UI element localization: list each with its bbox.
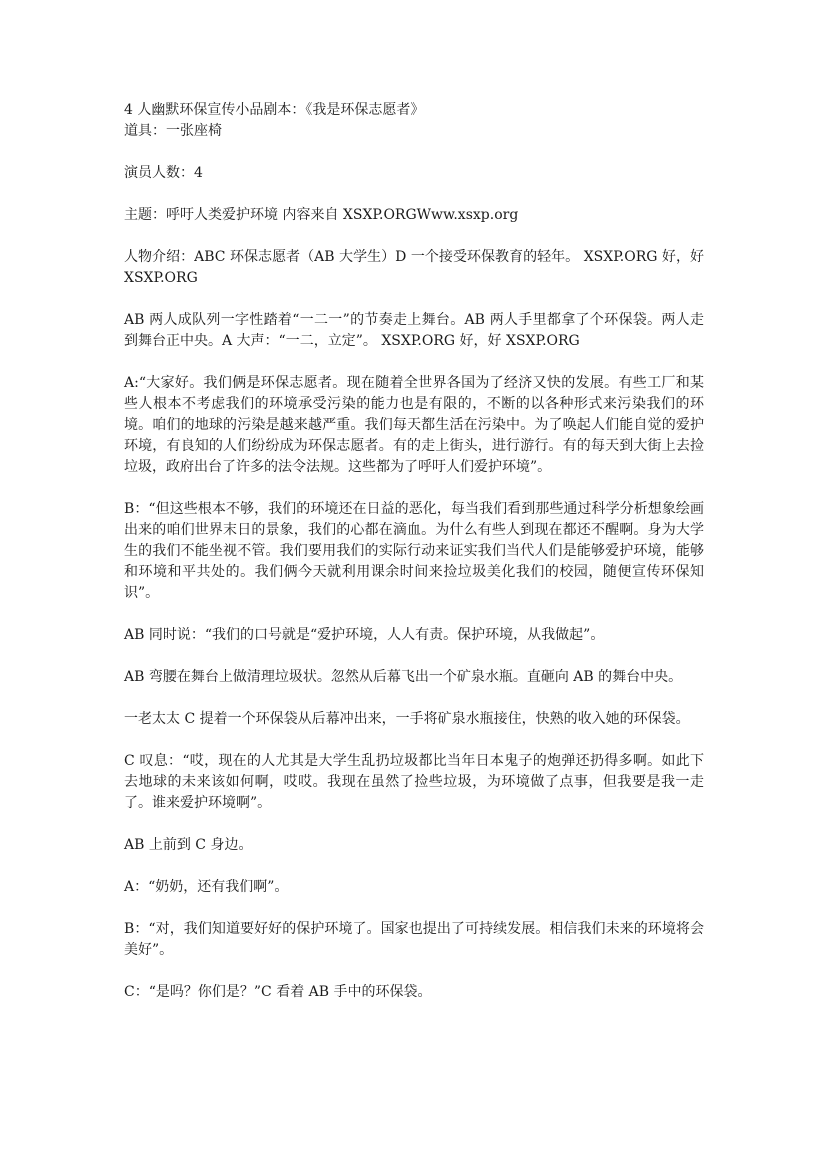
paragraph-b-speech: B：“但这些根本不够，我们的环境还在日益的恶化，每当我们看到那些通过科学分析想象绘画出来的咱们世界末日的景象，我们的心都在滴血。为什么有些人到现在都还不醒啊。身为大学生的我们不能坐视不管。我们要用我们的实际行动来证实我们当代人们是能够爱护环境，能够和环境和平共处的。我们俩今天就利用课余时间来捡垃圾美化我们的校园，随便宣传环保知识”。 bbox=[124, 501, 704, 601]
paragraph-c-sighs: C 叹息：“哎，现在的人尤其是大学生乱扔垃圾都比当年日本鬼子的炮弹还扔得多啊。如此下去地球的未来该如何啊，哎哎。我现在虽然了捡些垃圾，为环境做了点事，但我要是我一走了。谁来爱护环境啊”。 bbox=[124, 753, 704, 811]
paragraph-cast-count: 演员人数：4 bbox=[124, 165, 203, 181]
paragraph-a-speech: A:“大家好。我们俩是环保志愿者。现在随着全世界各国为了经济又快的发展。有些工厂和某些人根本不考虑我们的环境承受污染的能力也是有限的，不断的以各种形式来污染我们的环境。咱们的地球的污染是越来越严重。我们每天都生活在污染中。为了唤起人们能自觉的爱护环境，有良知的人们纷纷成为环保志愿者。有的走上街头，进行游行。有的每天到大街上去捡垃圾，政府出台了许多的法令法规。这些都为了呼吁人们爱护环境”。 bbox=[124, 375, 704, 475]
document-body bbox=[124, 100, 704, 1003]
paragraph-characters: 人物介绍：ABC 环保志愿者（AB 大学生）D 一个接受环保教育的轻年。 XSXP.ORG 好，好 XSXP.ORG bbox=[124, 249, 704, 286]
paragraph-stage-entry: AB 两人成队列一字性踏着“一二一”的节奏走上舞台。AB 两人手里都拿了个环保袋。两人走到舞台正中央。A 大声：“一二，立定”。 XSXP.ORG 好，好 XSXP.ORG bbox=[124, 312, 704, 349]
paragraph-ab-slogan: AB 同时说：“我们的口号就是“爱护环境，人人有责。保护环境，从我做起”。 bbox=[124, 627, 605, 643]
paragraph-theme: 主题：呼吁人类爱护环境 内容来自 XSXP.ORGWww.xsxp.org bbox=[124, 207, 519, 223]
paragraph-c-enters: 一老太太 C 提着一个环保袋从后幕冲出来，一手将矿泉水瓶接住，快熟的收入她的环保袋。 bbox=[124, 711, 690, 727]
paragraph-a-reply: A：“奶奶，还有我们啊”。 bbox=[124, 879, 289, 895]
paragraph-ab-approach: AB 上前到 C 身边。 bbox=[124, 837, 253, 853]
paragraph-bottle-thrown: AB 弯腰在舞台上做清理垃圾状。忽然从后幕飞出一个矿泉水瓶。直砸向 AB 的舞台中央。 bbox=[124, 669, 683, 685]
paragraph-b-reply: B：“对，我们知道要好好的保护环境了。国家也提出了可持续发展。相信我们未来的环境将会美好”。 bbox=[124, 921, 704, 958]
document-title: 4 人幽默环保宣传小品剧本：《我是环保志愿者》 bbox=[124, 102, 425, 118]
paragraph-props: 道具：一张座椅 bbox=[124, 123, 222, 139]
paragraph-c-question: C：“是吗？你们是？”C 看着 AB 手中的环保袋。 bbox=[124, 984, 432, 1000]
